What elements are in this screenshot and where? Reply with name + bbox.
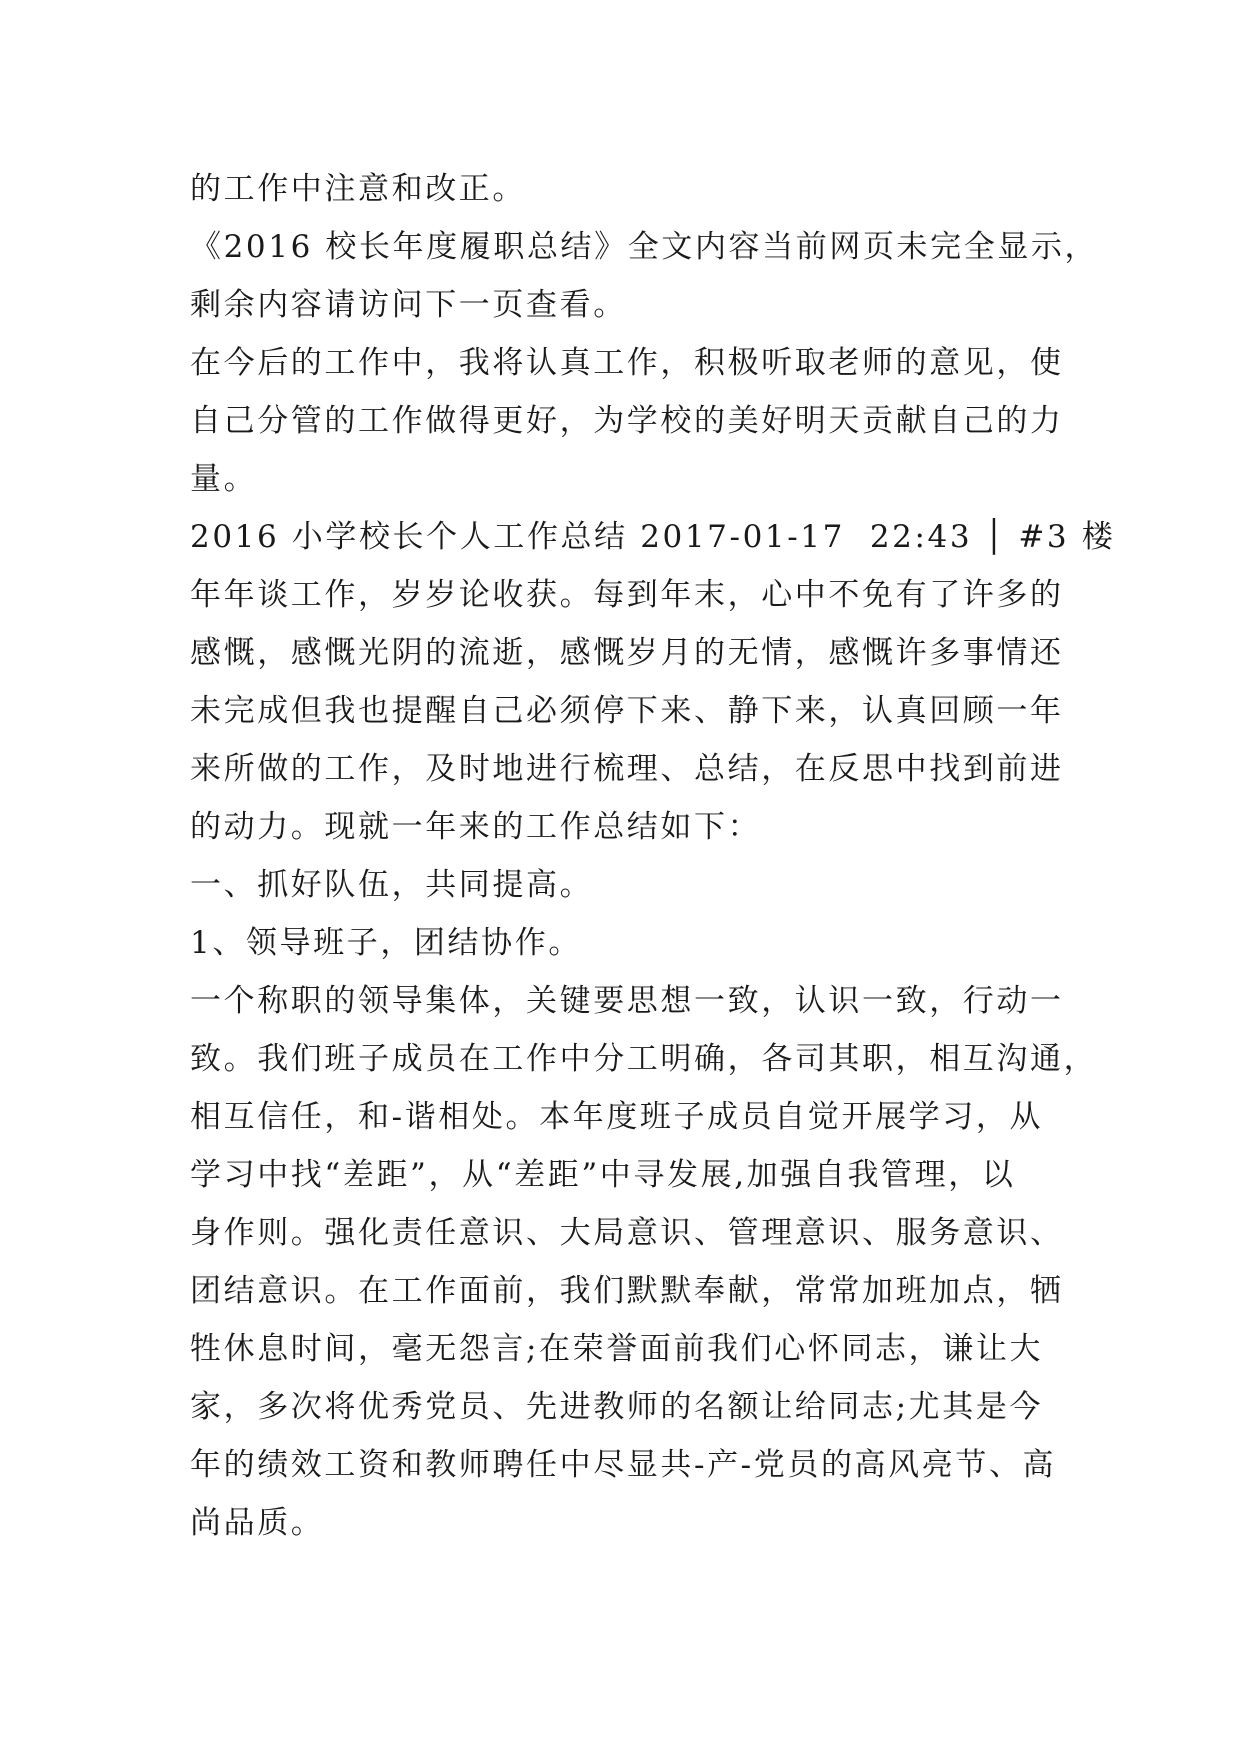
text-line: 感慨，感慨光阴的流逝，感慨岁月的无情，感慨许多事情还 xyxy=(190,635,1064,671)
text-line: 学习中找“差距”，从“差距”中寻发展,加强自我管理，以 xyxy=(190,1157,1016,1193)
text-line: 《2016 校长年度履职总结》全文内容当前网页未完全显示， xyxy=(190,229,1099,265)
text-line: 的工作中注意和改正。 xyxy=(190,171,526,207)
text-line: 家，多次将优秀党员、先进教师的名额让给同志;尤其是今 xyxy=(190,1389,1044,1425)
text-line: 年年谈工作，岁岁论收获。每到年末，心中不免有了许多的 xyxy=(190,577,1064,613)
text-line: 身作则。强化责任意识、大局意识、管理意识、服务意识、 xyxy=(190,1215,1064,1251)
text-line: 剩余内容请访问下一页查看。 xyxy=(190,287,627,323)
text-line: 量。 xyxy=(190,461,258,497)
text-line: 未完成但我也提醒自己必须停下来、静下来，认真回顾一年 xyxy=(190,693,1064,729)
document-body xyxy=(190,160,1116,1552)
text-line: 在今后的工作中，我将认真工作，积极听取老师的意见，使 xyxy=(190,345,1064,381)
text-line: 牲休息时间，毫无怨言;在荣誉面前我们心怀同志，谦让大 xyxy=(190,1331,1044,1367)
text-line: 尚品质。 xyxy=(190,1505,325,1541)
post-header-line: 2016 小学校长个人工作总结 2017-01-17 22:43 │ #3 楼 xyxy=(190,519,1116,555)
text-line: 致。我们班子成员在工作中分工明确，各司其职，相互沟通， xyxy=(190,1041,1098,1077)
text-line: 相互信任，和-谐相处。本年度班子成员自觉开展学习，从 xyxy=(190,1099,1044,1135)
text-line: 一个称职的领导集体，关键要思想一致，认识一致，行动一 xyxy=(190,983,1064,1019)
section-heading: 一、抓好队伍，共同提高。 xyxy=(190,867,594,903)
text-line: 自己分管的工作做得更好，为学校的美好明天贡献自己的力 xyxy=(190,403,1064,439)
subsection-heading: 1、领导班子，团结协作。 xyxy=(190,925,582,961)
text-line: 团结意识。在工作面前，我们默默奉献，常常加班加点，牺 xyxy=(190,1273,1064,1309)
text-line: 的动力。现就一年来的工作总结如下： xyxy=(190,809,762,845)
text-line: 来所做的工作，及时地进行梳理、总结，在反思中找到前进 xyxy=(190,751,1064,787)
text-line: 年的绩效工资和教师聘任中尽显共-产-党员的高风亮节、高 xyxy=(190,1447,1057,1483)
